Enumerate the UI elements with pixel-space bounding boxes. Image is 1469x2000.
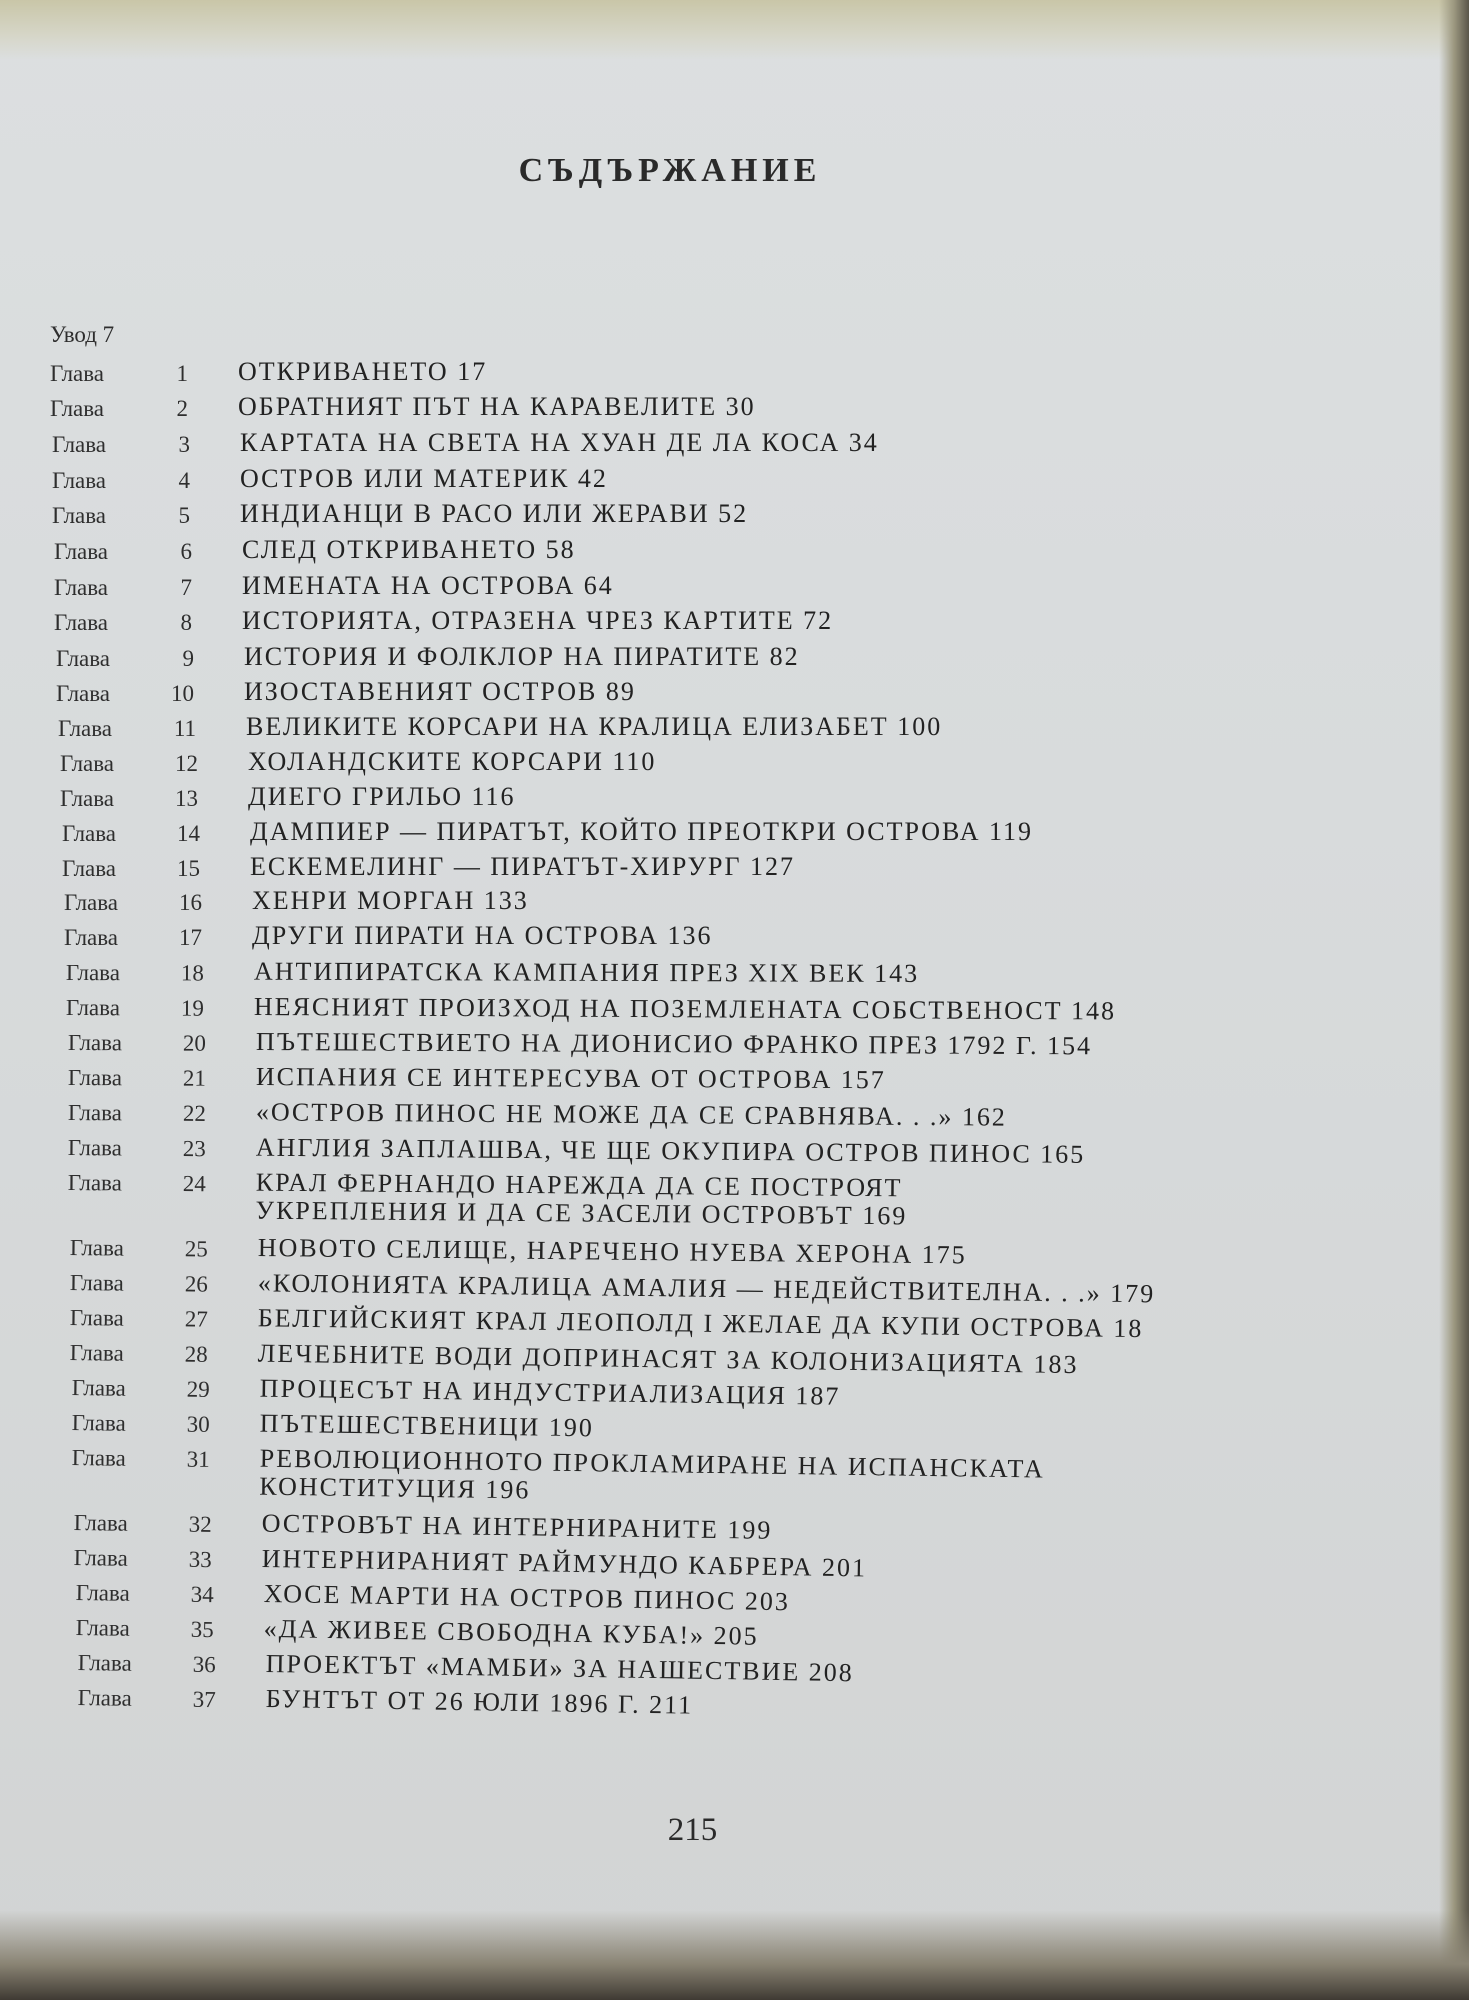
chapter-number: 12 xyxy=(175,751,198,776)
chapter-title: ДАМПИЕР — ПИРАТЪТ, КОЙТО ПРЕОТКРИ ОСТРОВА 119 xyxy=(250,817,1034,846)
chapter-word: Глава xyxy=(65,994,121,1021)
chapter-title: ИНДИАНЦИ В РАСО ИЛИ ЖЕРАВИ 52 xyxy=(240,499,749,528)
chapter-number: 18 xyxy=(180,960,204,986)
chapter-title: «КОЛОНИЯТА КРАЛИЦА АМАЛИЯ — НЕДЕЙСТВИТЕЛНА. . .» 179 xyxy=(257,1268,1156,1309)
chapter-title: ПЪТЕШЕСТВЕНИЦИ 190 xyxy=(259,1408,595,1443)
chapter-title: НОВОТО СЕЛИЩЕ, НАРЕЧЕНО НУЕВА ХЕРОНА 175 xyxy=(257,1232,967,1270)
chapter-word: Глава xyxy=(67,1099,123,1126)
chapter-title: СЛЕД ОТКРИВАНЕТО 58 xyxy=(242,535,576,564)
toc-entry xyxy=(62,818,1033,847)
chapter-word: Глава xyxy=(71,1374,126,1401)
chapter-label xyxy=(52,468,190,494)
chapter-number: 8 xyxy=(180,610,192,635)
chapter-number: 5 xyxy=(178,503,190,528)
chapter-label xyxy=(64,925,202,951)
chapter-label xyxy=(70,1340,208,1368)
chapter-word: Глава xyxy=(73,1509,128,1536)
chapter-word: Глава xyxy=(52,468,107,493)
chapter-word: Глава xyxy=(67,1134,123,1161)
toc-entry xyxy=(74,1507,773,1546)
chapter-title: БЕЛГИЙСКИЯТ КРАЛ ЛЕОПОЛД I ЖЕЛАЕ ДА КУПИ ОСТРОВА 18 xyxy=(257,1303,1144,1344)
toc-entry xyxy=(54,607,833,636)
chapter-title: КАРТАТА НА СВЕТА НА ХУАН ДЕ ЛА КОСА 34 xyxy=(240,428,879,457)
chapter-word: Глава xyxy=(52,432,107,457)
chapter-number: 10 xyxy=(171,681,194,706)
chapter-word: Глава xyxy=(56,681,111,706)
chapter-label xyxy=(68,1030,206,1057)
chapter-word: Глава xyxy=(60,786,115,811)
chapter-number: 2 xyxy=(176,396,188,421)
chapter-label xyxy=(68,1135,206,1162)
chapter-title: ОСТРОВ ИЛИ МАТЕРИК 42 xyxy=(240,464,608,493)
chapter-label xyxy=(60,751,198,777)
chapter-word: Глава xyxy=(71,1444,126,1471)
chapter-label xyxy=(56,646,194,672)
chapter-word: Глава xyxy=(54,575,109,600)
chapter-label xyxy=(72,1410,210,1438)
chapter-number: 15 xyxy=(177,856,200,881)
chapter-word: Глава xyxy=(62,856,117,881)
chapter-label xyxy=(50,361,188,387)
chapter-label xyxy=(58,716,196,742)
chapter-label xyxy=(72,1375,210,1403)
toc-entry xyxy=(60,748,656,777)
chapter-number: 26 xyxy=(184,1271,208,1297)
chapter-title: ИСТОРИЯТА, ОТРАЗЕНА ЧРЕЗ КАРТИТЕ 72 xyxy=(242,606,834,635)
chapter-label xyxy=(64,890,202,916)
toc-entry xyxy=(58,713,942,742)
toc-entry xyxy=(74,1542,868,1583)
page-number: 215 xyxy=(667,1812,718,1848)
chapter-title: РЕВОЛЮЦИОННОТО ПРОКЛАМИРАНЕ НА ИСПАНСКАТА КОНСТИТУЦИЯ 196 xyxy=(259,1443,1046,1505)
chapter-label xyxy=(68,1065,206,1092)
chapter-word: Глава xyxy=(50,396,105,421)
chapter-number: 32 xyxy=(188,1511,212,1537)
chapter-word: Глава xyxy=(75,1614,130,1641)
toc-entry xyxy=(66,992,1116,1026)
chapter-word: Глава xyxy=(56,646,111,671)
chapter-label xyxy=(54,575,192,601)
chapter-number: 13 xyxy=(175,786,198,811)
chapter-title: ПРОЕКТЪТ «МАМБИ» ЗА НАШЕСТВИЕ 208 xyxy=(265,1648,855,1688)
chapter-number: 14 xyxy=(177,821,200,846)
chapter-label xyxy=(76,1580,214,1608)
chapter-title: ИЗОСТАВЕНИЯТ ОСТРОВ 89 xyxy=(244,677,636,706)
chapter-number: 20 xyxy=(182,1030,206,1056)
chapter-word: Глава xyxy=(64,890,119,915)
chapter-word: Глава xyxy=(69,1339,124,1366)
chapter-number: 17 xyxy=(179,925,202,950)
chapter-number: 9 xyxy=(182,646,194,671)
chapter-title: ИНТЕРНИРАНИЯТ РАЙМУНДО КАБРЕРА 201 xyxy=(261,1543,868,1583)
chapter-number: 28 xyxy=(184,1341,208,1367)
chapter-label xyxy=(52,432,190,458)
chapter-word: Глава xyxy=(69,1304,124,1331)
toc-entry xyxy=(66,957,919,989)
toc-entry xyxy=(64,922,713,951)
chapter-label xyxy=(62,856,200,882)
chapter-word: Глава xyxy=(75,1579,130,1606)
toc-entry xyxy=(70,1267,1156,1309)
toc-entry xyxy=(50,358,487,387)
chapter-label xyxy=(70,1305,208,1333)
chapter-word: Глава xyxy=(60,751,115,776)
toc-entry xyxy=(50,393,756,422)
chapter-label xyxy=(78,1685,216,1713)
toc-entry xyxy=(68,1062,886,1095)
chapter-title: ОСТРОВЪТ НА ИНТЕРНИРАНИТЕ 199 xyxy=(261,1508,773,1545)
chapter-title: «ОСТРОВ ПИНОС НЕ МОЖЕ ДА СЕ СРАВНЯВА. . .» 162 xyxy=(255,1097,1007,1132)
chapter-number: 19 xyxy=(180,995,204,1021)
toc-entry xyxy=(71,1442,1045,1512)
chapter-label xyxy=(66,960,204,986)
chapter-title: ВЕЛИКИТЕ КОРСАРИ НА КРАЛИЦА ЕЛИЗАБЕТ 100 xyxy=(246,712,943,741)
toc-intro: Увод 7 xyxy=(50,322,115,347)
chapter-number: 22 xyxy=(182,1100,206,1126)
chapter-word: Глава xyxy=(77,1649,132,1676)
chapter-title: КРАЛ ФЕРНАНДО НАРЕЖДА ДА СЕ ПОСТРОЯТ УКРЕПЛЕНИЯ И ДА СЕ ЗАСЕЛИ ОСТРОВЪТ 169 xyxy=(255,1167,908,1231)
chapter-word: Глава xyxy=(67,1169,123,1196)
chapter-word: Глава xyxy=(67,1065,123,1091)
chapter-number: 34 xyxy=(190,1581,214,1608)
chapter-number: 3 xyxy=(178,432,190,457)
chapter-label xyxy=(66,995,204,1022)
chapter-title: «ДА ЖИВЕЕ СВОБОДНА КУБА!» 205 xyxy=(263,1613,759,1651)
chapter-label xyxy=(74,1510,212,1538)
chapter-word: Глава xyxy=(50,361,105,386)
chapter-word: Глава xyxy=(77,1684,132,1711)
chapter-title: ИСПАНИЯ СЕ ИНТЕРЕСУВА ОТ ОСТРОВА 157 xyxy=(255,1061,886,1095)
toc-entry xyxy=(78,1647,854,1688)
chapter-number: 37 xyxy=(192,1686,216,1713)
chapter-title: ХОЛАНДСКИТЕ КОРСАРИ 110 xyxy=(248,747,657,776)
chapter-number: 23 xyxy=(182,1136,206,1162)
toc-entry xyxy=(78,1682,694,1721)
chapter-number: 4 xyxy=(178,468,190,493)
chapter-number: 25 xyxy=(184,1236,208,1262)
chapter-number: 11 xyxy=(173,716,196,741)
chapter-word: Глава xyxy=(64,925,119,950)
toc-entry xyxy=(76,1577,791,1617)
chapter-word: Глава xyxy=(65,960,121,986)
chapter-word: Глава xyxy=(58,716,113,741)
toc-entry xyxy=(68,1132,1086,1170)
chapter-label xyxy=(52,503,190,529)
chapter-number: 33 xyxy=(188,1546,212,1573)
toc-entry xyxy=(60,783,516,812)
chapter-number: 27 xyxy=(184,1306,208,1332)
chapter-number: 7 xyxy=(180,575,192,600)
chapter-title: ОТКРИВАНЕТО 17 xyxy=(238,357,488,386)
chapter-number: 30 xyxy=(186,1411,210,1437)
chapter-label xyxy=(74,1545,212,1573)
chapter-label xyxy=(70,1270,208,1298)
chapter-number: 35 xyxy=(190,1616,214,1643)
chapter-number: 1 xyxy=(176,361,188,386)
chapter-word: Глава xyxy=(54,610,109,635)
chapter-word: Глава xyxy=(71,1409,126,1436)
toc-entry xyxy=(70,1302,1144,1344)
chapter-label xyxy=(60,786,198,812)
chapter-word: Глава xyxy=(73,1544,128,1571)
chapter-title: ДРУГИ ПИРАТИ НА ОСТРОВА 136 xyxy=(252,921,713,950)
chapter-title: ДИЕГО ГРИЛЬО 116 xyxy=(248,782,516,811)
chapter-title: ИМЕНАТА НА ОСТРОВА 64 xyxy=(242,571,614,600)
toc-entry xyxy=(54,572,614,601)
chapter-label xyxy=(68,1170,206,1197)
chapter-label xyxy=(70,1235,208,1262)
chapter-label xyxy=(72,1445,210,1473)
toc-entry xyxy=(76,1612,759,1652)
toc-entry xyxy=(52,429,879,458)
toc-entry xyxy=(72,1407,594,1443)
chapter-title: ЕСКЕМЕЛИНГ — ПИРАТЪТ-ХИРУРГ 127 xyxy=(250,852,796,881)
chapter-label xyxy=(54,610,192,636)
chapter-number: 36 xyxy=(192,1651,216,1678)
toc-entry xyxy=(68,1097,1007,1133)
chapter-label xyxy=(62,821,200,847)
chapter-title: ОБРАТНИЯТ ПЪТ НА КАРАВЕЛИТЕ 30 xyxy=(238,392,756,421)
toc-entry xyxy=(62,853,795,882)
page-title: СЪДЪРЖАНИЕ xyxy=(518,152,822,189)
chapter-word: Глава xyxy=(62,821,117,846)
chapter-title: НЕЯСНИЯТ ПРОИЗХОД НА ПОЗЕМЛЕНАТА СОБСТВЕНОСТ 148 xyxy=(253,991,1117,1026)
chapter-label xyxy=(56,681,194,707)
chapter-word: Глава xyxy=(67,1030,123,1056)
toc-entry xyxy=(64,887,529,916)
chapter-number: 16 xyxy=(179,890,202,915)
toc-entry xyxy=(56,643,800,672)
chapter-label xyxy=(50,396,188,422)
chapter-title: АНТИПИРАТСКА КАМПАНИЯ ПРЕЗ XIX ВЕК 143 xyxy=(253,956,920,988)
chapter-title: ХЕНРИ МОРГАН 133 xyxy=(252,886,529,915)
chapter-word: Глава xyxy=(69,1269,124,1296)
toc-entry xyxy=(68,1167,908,1230)
chapter-title: ПРОЦЕСЪТ НА ИНДУСТРИАЛИЗАЦИЯ 187 xyxy=(259,1373,841,1411)
chapter-number: 29 xyxy=(186,1376,210,1402)
toc-entry xyxy=(56,678,636,707)
chapter-word: Глава xyxy=(69,1234,124,1261)
chapter-title: ЛЕЧЕБНИТЕ ВОДИ ДОПРИНАСЯТ ЗА КОЛОНИЗАЦИЯТА 183 xyxy=(257,1338,1079,1380)
chapter-label xyxy=(78,1650,216,1678)
chapter-number: 24 xyxy=(182,1171,206,1197)
toc-entry xyxy=(54,536,576,565)
toc-entry xyxy=(52,500,748,529)
chapter-label xyxy=(54,539,192,565)
chapter-number: 6 xyxy=(180,539,192,564)
chapter-number: 31 xyxy=(186,1446,210,1472)
toc-entry xyxy=(70,1232,967,1270)
chapter-label xyxy=(76,1615,214,1643)
chapter-label xyxy=(68,1100,206,1127)
chapter-word: Глава xyxy=(54,539,109,564)
chapter-title: ПЪТЕШЕСТВИЕТО НА ДИОНИСИО ФРАНКО ПРЕЗ 1792 Г. 154 xyxy=(255,1026,1093,1061)
chapter-title: ХОСЕ МАРТИ НА ОСТРОВ ПИНОС 203 xyxy=(263,1578,791,1617)
toc-entry xyxy=(68,1027,1092,1061)
chapter-number: 21 xyxy=(182,1065,206,1091)
toc-entry xyxy=(72,1372,841,1412)
toc-entry xyxy=(52,465,608,494)
chapter-title: АНГЛИЯ ЗАПЛАШВА, ЧЕ ЩЕ ОКУПИРА ОСТРОВ ПИНОС 165 xyxy=(255,1132,1086,1169)
chapter-title: ИСТОРИЯ И ФОЛКЛОР НА ПИРАТИТЕ 82 xyxy=(244,642,800,671)
chapter-title: БУНТЪТ ОТ 26 ЮЛИ 1896 Г. 211 xyxy=(265,1683,694,1720)
chapter-word: Глава xyxy=(52,503,107,528)
